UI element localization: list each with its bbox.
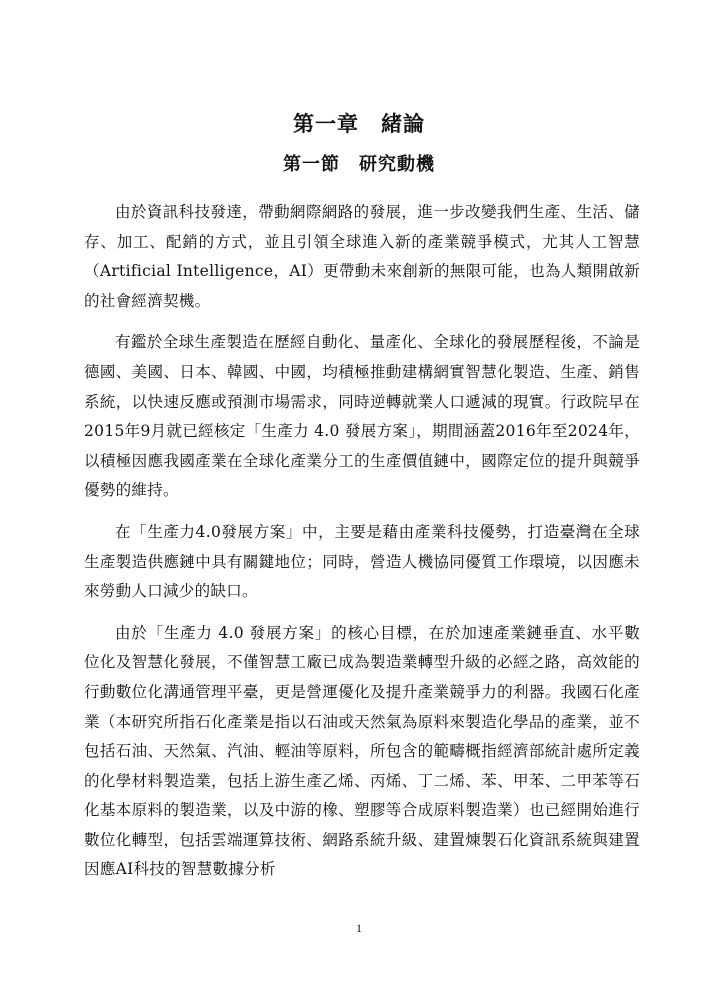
body-paragraph: 由於資訊科技發達，帶動網際網路的發展，進一步改變我們生產、生活、儲存、加工、配銷的方式，並且引領全球進入新的產業競爭模式，尤其人工智慧（Artificial Intelligence，AI）更帶動未來創新的無限可能，也為人類開啟新的社會經濟契機。 xyxy=(84,203,640,310)
body-paragraph: 有鑑於全球生產製造在歷經自動化、量產化、全球化的發展歷程後，不論是德國、美國、日本、韓國、中國，均積極推動建構網實智慧化製造、生產、銷售系統，以快速反應或預測市場需求，同時逆轉就業人口遞減的現實。行政院早在2015年9月就已經核定「生產力 4.0 發展方案」，期間涵蓋2016年至2024年，以積極因應我國產業在全球化產業分工的生產價值鏈中，國際定位的提升與競爭優勢的維持。 xyxy=(84,333,640,500)
document-body xyxy=(84,198,640,897)
chapter-title: 第一章 緒論 xyxy=(293,112,425,136)
body-paragraph: 由於「生產力 4.0 發展方案」的核心目標，在於加速產業鏈垂直、水平數位化及智慧化發展，不僅智慧工廠已成為製造業轉型升級的必經之路，高效能的行動數位化溝通管理平臺，更是營運優化及提升產業競爭力的利器。我國石化產業（本研究所指石化產業是指以石油或天然氣為原料來製造化學品的產業，並不包括石油、天然氣、汽油、輕油等原料，所包含的範疇概指經濟部統計處所定義的化學材料製造業，包括上游生產乙烯、丙烯、丁二烯、苯、甲苯、二甲苯等石化基本原料的製造業，以及中游的橡、塑膠等合成原料製造業）也已經開始進行數位化轉型，包括雲端運算技術、網路系統升級、建置煉製石化資訊系統與建置因應AI科技的智慧數據分析 xyxy=(84,623,640,879)
body-paragraph: 在「生產力4.0發展方案」中，主要是藉由產業科技優勢，打造臺灣在全球生產製造供應鏈中具有關鍵地位；同時，營造人機協同優質工作環境，以因應未來勞動人口減少的缺口。 xyxy=(84,522,640,601)
section-title: 第一節 研究動機 xyxy=(283,154,435,175)
page-number: 1 xyxy=(356,921,362,935)
